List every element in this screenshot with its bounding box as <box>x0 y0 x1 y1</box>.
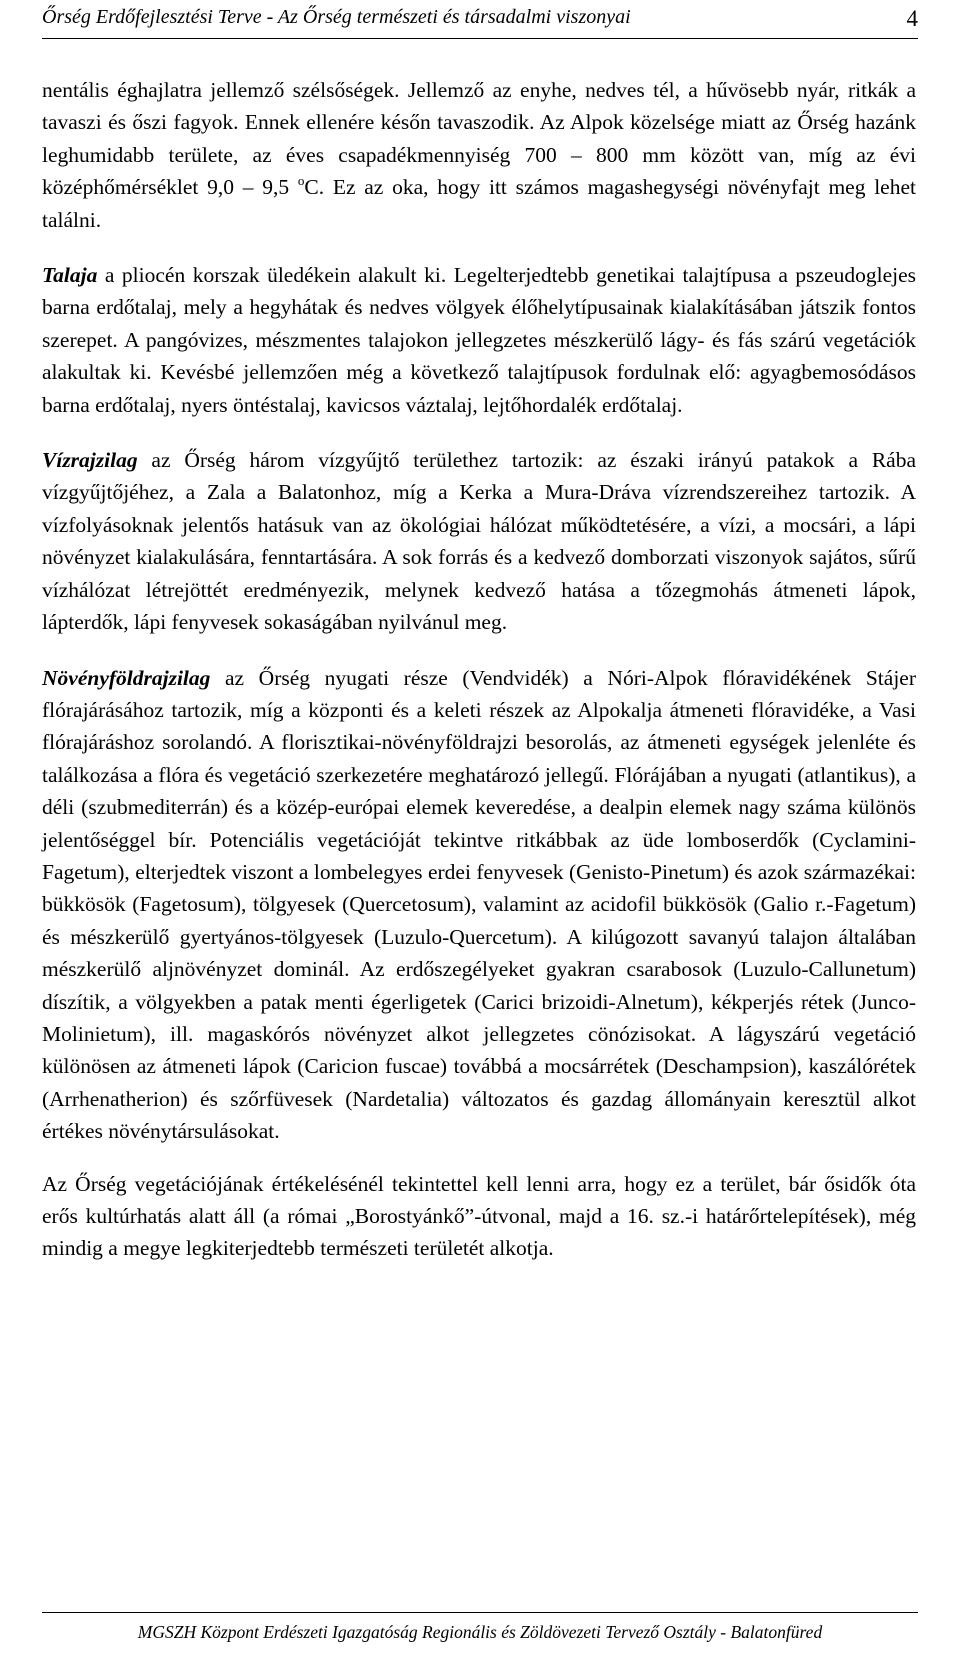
paragraph-vegetation-value <box>42 1168 916 1265</box>
page-header <box>42 4 918 36</box>
hydrography-lead-term: Vízrajzilag <box>42 448 138 473</box>
vegetation-value-text: Az Őrség vegetációjának értékelésénél tekintettel kell lenni arra, hogy ez a terület, bár ősidők óta erős kultúrhatás alatt áll (a római „Borostyánkő”-útvonal, majd a 16. sz.-i határőrtelepítések), még mindig a megye legkiterjedtebb természeti területét alkotja. <box>42 1171 916 1261</box>
header-divider <box>42 38 918 39</box>
phytogeography-lead-term: Növényföldrajzilag <box>42 665 211 690</box>
paragraph-soil <box>42 259 916 421</box>
header-title: Őrség Erdőfejlesztési Terve - Az Őrség természeti és társadalmi viszonyai <box>42 6 631 28</box>
degree-superscript: o <box>297 173 305 189</box>
climate-text-part-2: C. Ez az oka, hogy itt számos magashegységi növényfajt meg lehet találni. <box>42 175 916 232</box>
soil-text: a pliocén korszak üledékein alakult ki. Legelterjedtebb genetikai talajtípusa a pszeudoglejes barna erdőtalaj, mely a hegyhátak és nedves völgyek élőhelytípusainak kialakításában játszik fontos szerepet. A pangóvizes, mészmentes talajokon jellegzetes mészkerülő lágy- és fás szárú vegetációk alakultak ki. Kevésbé jellemzően még a következő talajtípusok fordulnak elő: agyagbemosódásos barna erdőtalaj, nyers öntéstalaj, kavicsos váztalaj, lejtőhordalék erdőtalaj. <box>42 263 916 417</box>
paragraph-climate <box>42 74 916 236</box>
paragraph-phytogeography <box>42 662 916 1148</box>
phytogeography-text: az Őrség nyugati része (Vendvidék) a Nóri-Alpok flóravidékének Stájer flórajárásához tartozik, míg a központi és a keleti részek az Alpokalja átmeneti flóravidéke, a Vasi flórajáráshoz sorolandó. A florisztikai-növényföldrajzi besorolás, az átmeneti egységek jelenléte és találkozása a flóra és vegetáció szerkezetére meghatározó jellegű. Flórájában a nyugati (atlantikus), a déli (szubmediterrán) és a közép-európai elemek keveredése, a dealpin elemek nagy száma különös jelentőséggel bír. Potenciális vegetációját tekintve ritkábbak az üde lomboserdők (Cyclamini-Fagetum), elterjedtek viszont a lombelegyes erdei fenyvesek (Genisto-Pinetum) és azok származékai: bükkösök (Fagetosum), tölgyesek (Quercetosum), valamint az acidofil bükkösök (Galio r.-Fagetum) és mészkerülő gyertyános-tölgyesek (Luzulo-Quercetum). A kilúgozott savanyú talajon általában mészkerülő aljnövényzet dominál. Az erdőszegélyeket gyakran csarabosok (Luzulo-Callunetum) díszítik, a völgyekben a patak menti égerligetek (Carici brizoidi-Alnetum), kékperjés rétek (Junco-Molinietum), ill. magaskórós növényzet alkot jellegzetes cönózisokat. A lágyszárú vegetáció különösen az átmeneti lápok (Caricion fuscae) továbbá a mocsárrétek (Deschampsion), kaszálórétek (Arrhenatherion) és szőrfüvesek (Nardetalia) változatos és gazdag állományain keresztül alkot értékes növénytársulásokat. <box>42 665 916 1144</box>
page-footer: MGSZH Központ Erdészeti Igazgatóság Regionális és Zöldövezeti Tervező Osztály - Balatonfüred <box>137 1622 823 1642</box>
hydrography-text: az Őrség három vízgyűjtő területhez tartozik: az északi irányú patakok a Rába vízgyűjtőjéhez, a Zala a Balatonhoz, míg a Kerka a Mura-Dráva vízrendszereihez tartozik. A vízfolyásoknak jelentős hatásuk van az ökológiai hálózat működtetésére, a vízi, a mocsári, a lápi növényzet kialakulására, fenntartására. A sok forrás és a kedvező domborzati viszonyok sajátos, sűrű vízhálózat létrejöttét eredményezik, melynek kedvező hatása a tőzegmohás átmeneti lápok, lápterdők, lápi fenyvesek sokaságában nyilvánul meg. <box>42 448 916 635</box>
paragraph-hydrography <box>42 444 916 638</box>
climate-text-part-1: nentális éghajlatra jellemző szélsőségek. Jellemző az enyhe, nedves tél, a hűvösebb nyár, ritkák a tavaszi és őszi fagyok. Ennek ellenére későn tavaszodik. Az Alpok közelsége miatt az Őrség hazánk leghumidabb területe, az éves csapadékmennyiség 700 – 800 mm között van, míg az évi középhőmérséklet 9,0 – 9,5 <box>42 78 916 200</box>
soil-lead-term: Talaja <box>42 263 98 288</box>
page-number: 4 <box>906 6 918 31</box>
body-text <box>42 74 916 1288</box>
footer-divider <box>42 1612 918 1613</box>
